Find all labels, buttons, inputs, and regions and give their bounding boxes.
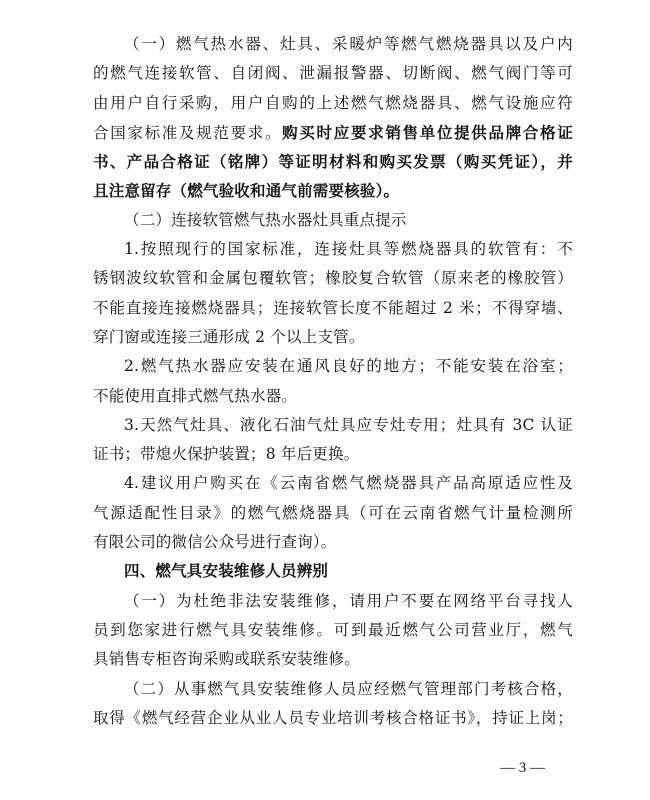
bold-text: 四、燃气具安装维修人员辨别 — [124, 562, 329, 581]
text-run: 1.按照现行的国家标准，连接灶具等燃烧器具的软管有：不 — [124, 240, 573, 259]
text-run: （一）为杜绝非法安装维修，请用户不要在网络平台寻找人 — [124, 591, 573, 610]
text-run: 由用户自行采购，用户自购的上述燃气燃烧器具、燃气设施应符 — [93, 93, 573, 112]
text-run: 证书；带熄火保护装置；8 年后更换。 — [93, 445, 360, 464]
text-run: 员到您家进行燃气具安装维修。可到最近燃气公司营业厅，燃气 — [93, 620, 573, 639]
text-line — [93, 528, 573, 557]
bold-text: 购买时应要求销售单位提供品牌合格证 — [282, 122, 573, 142]
text-line — [93, 89, 573, 118]
text-line — [93, 352, 573, 381]
text-line — [93, 264, 573, 293]
text-line — [93, 59, 573, 88]
bold-text: 且注意留存（燃气验收和通气前需要核验）。 — [93, 181, 400, 201]
text-run: 锈钢波纹软管和金属包覆软管；橡胶复合软管（原来老的橡胶管） — [93, 269, 573, 288]
text-line — [93, 616, 573, 645]
text-run: 的燃气连接软管、自闭阀、泄漏报警器、切断阀、燃气阀门等可 — [93, 64, 573, 83]
text-run: 穿门窗或连接三通形成 2 个以上支管。 — [93, 327, 365, 346]
text-line — [93, 587, 573, 616]
text-line — [93, 645, 573, 674]
text-line — [93, 176, 573, 205]
text-line — [93, 469, 573, 498]
text-run: 3.天然气灶具、液化石油气灶具应专灶专用；灶具有 3C 认证 — [124, 415, 573, 434]
text-run: 有限公司的微信公众号进行查询）。 — [93, 533, 337, 552]
text-run: 具销售专柜咨询采购或联系安装维修。 — [93, 650, 360, 669]
text-run: 气源适配性目录》的燃气燃烧器具（可在云南省燃气计量检测所 — [93, 503, 573, 522]
text-run: （二）从事燃气具安装维修人员应经燃气管理部门考核合格， — [124, 679, 573, 698]
text-run: 4.建议用户购买在《云南省燃气燃烧器具产品高原适应性及 — [124, 474, 573, 493]
text-run: 取得《燃气经营企业从业人员专业培训考核合格证书》，持证上岗； — [93, 708, 573, 727]
bold-text: 书、产品合格证（铭牌）等证明材料和购买发票（购买凭证），并 — [93, 152, 573, 172]
text-run: 合国家标准及规范要求。 — [93, 123, 283, 142]
text-run: 不能直接连接燃烧器具；连接软管长度不能超过 2 米；不得穿墙、 — [93, 298, 573, 317]
text-line — [93, 323, 573, 352]
text-run: （一）燃气热水器、灶具、采暖炉等燃气燃烧器具以及户内 — [124, 35, 573, 53]
text-line — [93, 382, 573, 411]
text-line — [93, 118, 573, 147]
text-line — [93, 206, 573, 235]
section-heading — [93, 557, 573, 586]
text-line — [93, 411, 573, 440]
document-body — [93, 30, 573, 733]
text-line — [93, 294, 573, 323]
text-line — [93, 235, 573, 264]
text-line — [93, 30, 573, 59]
text-run: （二）连接软管燃气热水器灶具重点提示 — [124, 210, 407, 229]
page-number: — 3 — — [500, 760, 545, 776]
text-line — [93, 499, 573, 528]
text-line — [93, 675, 573, 704]
text-run: 2.燃气热水器应安装在通风良好的地方；不能安装在浴室； — [124, 357, 573, 376]
text-line — [93, 704, 573, 733]
text-run: 不能使用直排式燃气热水器。 — [93, 386, 298, 405]
text-line — [93, 147, 573, 176]
text-line — [93, 440, 573, 469]
